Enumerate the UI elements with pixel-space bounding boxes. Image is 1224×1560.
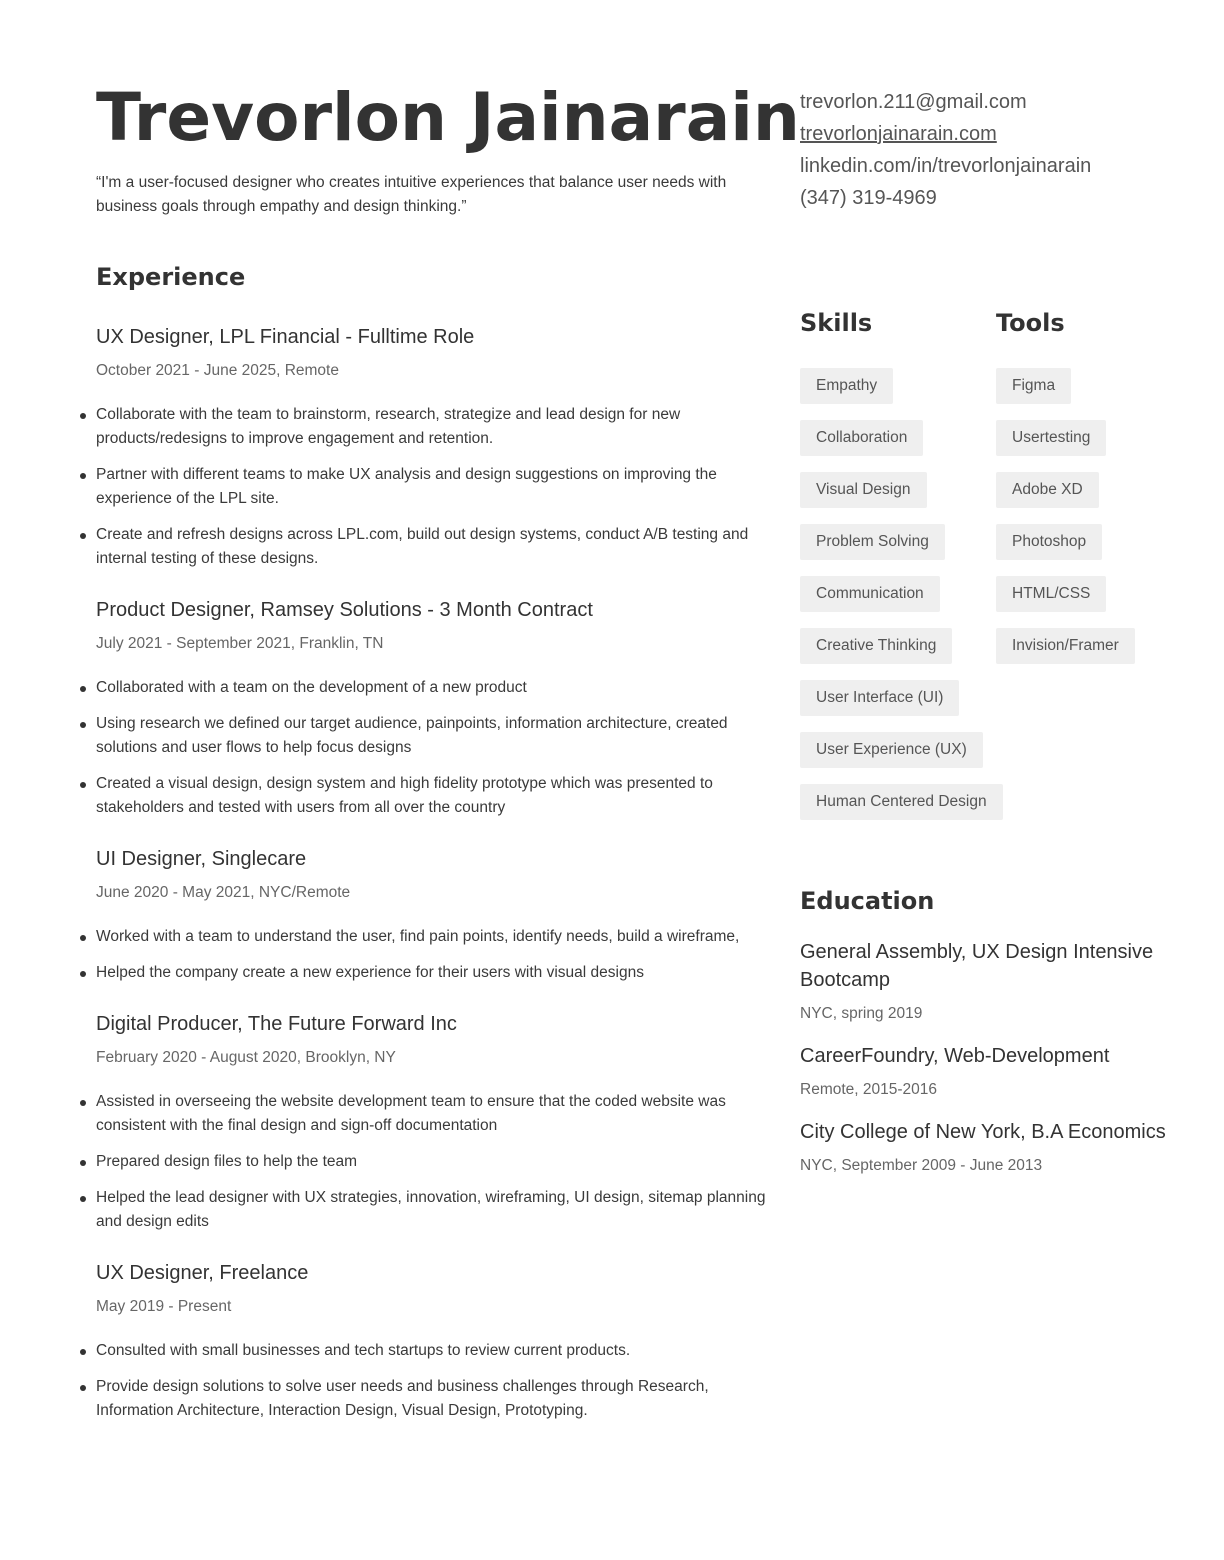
tool-chip: Figma	[996, 368, 1071, 404]
job-entry	[96, 844, 786, 985]
experience-section	[96, 260, 786, 1435]
personal-statement: “I'm a user-focused designer who creates intuitive experiences that balance user needs with business goals through empathy and design thinking.”	[96, 174, 727, 215]
skills-heading: Skills	[800, 309, 873, 337]
experience-heading: Experience	[96, 263, 246, 291]
skill-chip: Communication	[800, 576, 940, 612]
contact-website-link[interactable]: trevorlonjainarain.com	[800, 123, 997, 145]
skill-chip: User Experience (UX)	[800, 732, 983, 768]
job-bullet: Worked with a team to understand the user, find pain points, identify needs, build a wireframe,	[96, 925, 776, 949]
tool-chip: Invision/Framer	[996, 628, 1135, 664]
skill-chip: Visual Design	[800, 472, 927, 508]
job-title: UX Designer, Freelance	[96, 1262, 309, 1284]
education-school: CareerFoundry, Web-Development	[800, 1045, 1110, 1067]
skills-section	[800, 306, 990, 836]
resume-name: Trevorlon Jainarain	[96, 79, 800, 156]
job-entry	[96, 595, 786, 820]
tool-chip: Usertesting	[996, 420, 1106, 456]
job-bullets	[96, 925, 786, 985]
skill-chip: Creative Thinking	[800, 628, 952, 664]
skill-chip: Human Centered Design	[800, 784, 1003, 820]
job-bullets	[96, 1090, 786, 1234]
tool-chip: Adobe XD	[996, 472, 1099, 508]
job-bullet: Consulted with small businesses and tech startups to review current products.	[96, 1339, 776, 1363]
job-bullet: Collaborated with a team on the development of a new product	[96, 676, 776, 700]
job-bullet: Created a visual design, design system and high fidelity prototype which was presented to stakeholders and tested with users from all over the country	[96, 772, 776, 820]
tool-chip: HTML/CSS	[996, 576, 1106, 612]
education-meta: NYC, spring 2019	[800, 1005, 923, 1022]
job-bullet: Partner with different teams to make UX analysis and design suggestions on improving the experience of the LPL site.	[96, 463, 776, 511]
contact-linkedin[interactable]: linkedin.com/in/trevorlonjainarain	[800, 155, 1092, 177]
job-title: Product Designer, Ramsey Solutions - 3 Month Contract	[96, 599, 593, 621]
job-bullet: Helped the lead designer with UX strategies, innovation, wireframing, UI design, sitemap planning and design edits	[96, 1186, 776, 1234]
job-bullets	[96, 676, 786, 820]
job-meta: May 2019 - Present	[96, 1298, 232, 1315]
job-bullets	[96, 403, 786, 571]
job-entry	[96, 322, 786, 571]
skill-chip: Empathy	[800, 368, 893, 404]
skill-chip: User Interface (UI)	[800, 680, 959, 716]
tools-heading: Tools	[996, 309, 1065, 337]
education-entry	[800, 938, 1200, 1026]
job-meta: July 2021 - September 2021, Franklin, TN	[96, 635, 384, 652]
skill-chip: Problem Solving	[800, 524, 945, 560]
skill-chip: Collaboration	[800, 420, 923, 456]
education-heading: Education	[800, 887, 935, 915]
tool-chip: Photoshop	[996, 524, 1102, 560]
education-meta: NYC, September 2009 - June 2013	[800, 1157, 1043, 1174]
contact-block	[800, 86, 1200, 214]
job-title: Digital Producer, The Future Forward Inc	[96, 1013, 457, 1035]
job-meta: February 2020 - August 2020, Brooklyn, NY	[96, 1049, 396, 1066]
contact-phone[interactable]: (347) 319-4969	[800, 187, 937, 209]
job-bullet: Prepared design files to help the team	[96, 1150, 776, 1174]
job-bullet: Helped the company create a new experience for their users with visual designs	[96, 961, 776, 985]
job-entry	[96, 1258, 786, 1423]
job-entry	[96, 1009, 786, 1234]
education-entry	[800, 1042, 1200, 1102]
job-bullet: Assisted in overseeing the website development team to ensure that the coded website was consistent with the final design and sign-off documentation	[96, 1090, 776, 1138]
job-bullets	[96, 1339, 786, 1423]
education-entry	[800, 1118, 1200, 1178]
job-bullet: Collaborate with the team to brainstorm, research, strategize and lead design for new products/redesigns to improve engagement and retention.	[96, 403, 776, 451]
job-title: UI Designer, Singlecare	[96, 848, 307, 870]
job-meta: June 2020 - May 2021, NYC/Remote	[96, 884, 351, 901]
contact-email[interactable]: trevorlon.211@gmail.com	[800, 91, 1027, 113]
job-title: UX Designer, LPL Financial - Fulltime Role	[96, 326, 475, 348]
education-school: City College of New York, B.A Economics	[800, 1121, 1166, 1143]
education-section	[800, 884, 1200, 1178]
education-school: General Assembly, UX Design Intensive Bootcamp	[800, 941, 1154, 991]
education-meta: Remote, 2015-2016	[800, 1081, 938, 1098]
job-bullet: Create and refresh designs across LPL.com, build out design systems, conduct A/B testing and internal testing of these designs.	[96, 523, 776, 571]
tools-section	[996, 306, 1196, 680]
job-meta: October 2021 - June 2025, Remote	[96, 362, 339, 379]
job-bullet: Using research we defined our target audience, painpoints, information architecture, created solutions and user flows to help focus designs	[96, 712, 776, 760]
job-bullet: Provide design solutions to solve user needs and business challenges through Research, Information Architecture, Interaction Design, Visual Design, Prototyping.	[96, 1375, 776, 1423]
